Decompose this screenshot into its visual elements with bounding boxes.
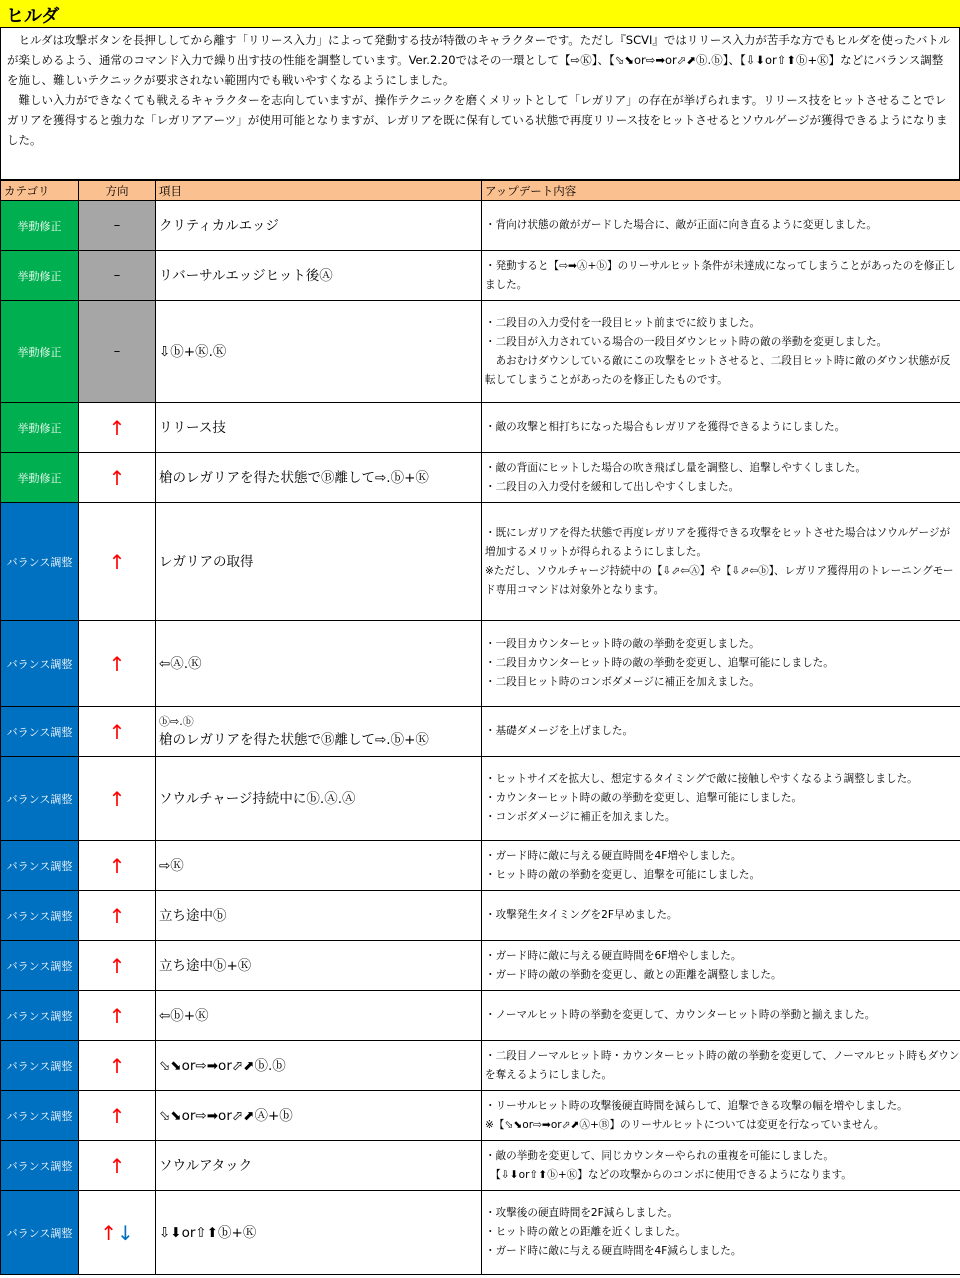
item-cell: ⇦Ⓐ.Ⓚ [156, 621, 482, 707]
table-row [1, 841, 960, 891]
arrow-up-icon: ↑ [108, 903, 126, 928]
title-bar [0, 0, 960, 28]
content-cell [482, 1191, 960, 1275]
content-line: ・ガード時の敵の挙動を変更し、敵との距離を調整しました。 [485, 968, 782, 981]
table-row [1, 707, 960, 757]
content-line: ・敵の背面にヒットした場合の吹き飛ばし量を調整し、追撃しやすくしました。 [485, 461, 867, 474]
arrow-down-icon: ↓ [117, 1220, 134, 1245]
item-cell: 槍のレガリアを得た状態でⒷ離して⇨.ⓑ+Ⓚ [156, 453, 482, 503]
table-header-row [1, 181, 960, 201]
category-cell: バランス調整 [1, 941, 79, 991]
content-cell [482, 251, 960, 301]
item-line: ⓑ⇨.ⓑ [159, 714, 194, 728]
item-cell: ⇩⬇or⇧⬆ⓑ+Ⓚ [156, 1191, 482, 1275]
content-cell [482, 891, 960, 941]
table-row [1, 301, 960, 403]
content-cell [482, 453, 960, 503]
content-line: ・ガード時に敵に与える硬直時間を4F減らしました。 [485, 1245, 742, 1257]
content-line: ※ただし、ソウルチャージ持続中の【⇩⬀⇦Ⓐ】や【⇩⬀⇦ⓑ】、レガリア獲得用のトレーニングモード専用コマンドは対象外となります。 [485, 564, 954, 596]
content-line: ・一段目カウンターヒット時の敵の挙動を変更しました。 [485, 638, 760, 650]
content-line: ・攻撃後の硬直時間を2F減らしました。 [485, 1207, 678, 1219]
direction-cell [79, 403, 156, 453]
content-cell [482, 201, 960, 251]
content-line: ・敵の攻撃と相打ちになった場合もレガリアを獲得できるようにしました。 [485, 421, 846, 433]
content-cell [482, 991, 960, 1041]
item-cell: ⬂⬊or⇨➡or⬀⬈ⓑ.ⓑ [156, 1041, 482, 1091]
content-line: 【⇩⬇or⇧⬆ⓑ+Ⓚ】などの攻撃からのコンボに使用できるようになります。 [485, 1168, 852, 1181]
category-cell: バランス調整 [1, 757, 79, 841]
arrow-up-icon: ↑ [108, 1003, 126, 1028]
content-line: ※【⬂⬊or⇨➡or⬀⬈Ⓐ+Ⓑ】のリーサルヒットについては変更を行なっていません。 [485, 1118, 885, 1131]
table-row [1, 621, 960, 707]
direction-cell [79, 453, 156, 503]
content-cell [482, 1141, 960, 1191]
category-cell: バランス調整 [1, 841, 79, 891]
content-line: ・二段目が入力されている場合の一段目ダウンヒット時の敵の挙動を変更しました。 [485, 335, 888, 348]
item-cell: ⇦ⓑ+Ⓚ [156, 991, 482, 1041]
direction-cell [79, 941, 156, 991]
arrow-up-icon: ↑ [108, 465, 126, 490]
category-cell: 挙動修正 [1, 251, 79, 301]
table-row [1, 1041, 960, 1091]
direction-cell [79, 503, 156, 621]
content-line: ・二段目ヒット時のコンボダメージに補正を加えました。 [485, 676, 760, 688]
content-cell [482, 941, 960, 991]
arrow-up-icon: ↑ [108, 786, 126, 811]
content-line: ・ヒットサイズを拡大し、想定するタイミングで敵に接触しやすくなるよう調整しました。 [485, 773, 918, 785]
table-row [1, 1141, 960, 1191]
content-cell [482, 403, 960, 453]
category-cell: 挙動修正 [1, 201, 79, 251]
table-row [1, 403, 960, 453]
category-cell: バランス調整 [1, 891, 79, 941]
arrow-up-icon: ↑ [108, 853, 126, 878]
item-cell: 立ち途中ⓑ [156, 891, 482, 941]
content-cell [482, 1041, 960, 1091]
content-cell [482, 757, 960, 841]
direction-cell [79, 1191, 156, 1275]
table-row [1, 1091, 960, 1141]
arrow-up-icon: ↑ [108, 953, 126, 978]
content-cell [482, 301, 960, 403]
direction-cell [79, 757, 156, 841]
content-line: ・基礎ダメージを上げました。 [485, 725, 634, 737]
category-cell: バランス調整 [1, 1141, 79, 1191]
arrow-up-icon: ↑ [108, 651, 126, 676]
direction-cell [79, 1141, 156, 1191]
table-row [1, 453, 960, 503]
item-cell: ⇨Ⓚ [156, 841, 482, 891]
item-cell: 立ち途中ⓑ+Ⓚ [156, 941, 482, 991]
content-cell [482, 841, 960, 891]
content-line: ・カウンターヒット時の敵の挙動を変更し、追撃可能にしました。 [485, 792, 803, 804]
category-cell: バランス調整 [1, 707, 79, 757]
intro-text [0, 28, 960, 180]
content-line: ・コンボダメージに補正を加えました。 [485, 811, 676, 823]
content-cell [482, 503, 960, 621]
category-cell: 挙動修正 [1, 403, 79, 453]
content-line: ・ヒット時の敵の挙動を変更し、追撃を可能にしました。 [485, 868, 761, 881]
content-line: ・発動すると【⇨➡Ⓐ+ⓑ】のリーサルヒット条件が未達成になってしまうことがあったのを修正しました。 [485, 259, 956, 291]
table-row [1, 1191, 960, 1275]
content-line: ・背向け状態の敵がガードした場合に、敵が正面に向き直るように変更しました。 [485, 219, 877, 231]
table-row [1, 201, 960, 251]
content-line: ・敵の挙動を変更して、同じカウンターやられの重複を可能にしました。 [485, 1149, 834, 1162]
direction-cell [79, 621, 156, 707]
category-cell: バランス調整 [1, 621, 79, 707]
header-item: 項目 [156, 181, 482, 201]
direction-cell [79, 1041, 156, 1091]
item-cell: リバーサルエッジヒット後Ⓐ [156, 251, 482, 301]
direction-cell: – [79, 251, 156, 301]
content-cell [482, 707, 960, 757]
content-cell [482, 1091, 960, 1141]
item-cell: ⇩ⓑ+Ⓚ.Ⓚ [156, 301, 482, 403]
content-line: ・攻撃発生タイミングを2F早めました。 [485, 909, 678, 921]
arrow-up-icon: ↑ [108, 1103, 126, 1128]
item-line: 槍のレガリアを得た状態でⒷ離して⇨.ⓑ+Ⓚ [159, 731, 429, 748]
direction-cell [79, 707, 156, 757]
arrow-up-icon: ↑ [108, 719, 126, 744]
item-cell: クリティカルエッジ [156, 201, 482, 251]
arrow-up-icon: ↑ [108, 1053, 126, 1078]
item-cell: リリース技 [156, 403, 482, 453]
category-cell: バランス調整 [1, 1041, 79, 1091]
direction-cell [79, 991, 156, 1041]
table-row [1, 991, 960, 1041]
content-cell [482, 621, 960, 707]
direction-cell: – [79, 301, 156, 403]
content-line: ・二段目の入力受付を緩和して出しやすくしました。 [485, 480, 740, 493]
item-cell: レガリアの取得 [156, 503, 482, 621]
content-line: あおむけダウンしている敵にこの攻撃をヒットさせると、二段目ヒット時に敵のダウン状態が反転してしまうことがあったのを修正したものです。 [485, 354, 951, 386]
arrow-up-icon: ↑ [108, 549, 126, 574]
arrow-up-icon: ↑ [108, 415, 126, 440]
header-direction: 方向 [79, 181, 156, 201]
content-line: ・ガード時に敵に与える硬直時間を4F増やしました。 [485, 849, 742, 862]
direction-cell [79, 841, 156, 891]
item-cell: ⬂⬊or⇨➡or⬀⬈Ⓐ+ⓑ [156, 1091, 482, 1141]
direction-cell [79, 1091, 156, 1141]
category-cell: 挙動修正 [1, 453, 79, 503]
table-row [1, 757, 960, 841]
item-cell: ソウルチャージ持続中にⓑ.Ⓐ.Ⓐ [156, 757, 482, 841]
header-category: カテゴリ [1, 181, 79, 201]
content-line: ・二段目の入力受付を一段目ヒット前までに絞りました。 [485, 316, 761, 329]
intro-paragraph: ヒルダは攻撃ボタンを長押ししてから離す「リリース入力」によって発動する技が特徴のキャラクターです。ただし『SCVI』ではリリース入力が苦手な方でもヒルダを使ったバトルが楽しめるよう、通常のコマンド入力で繰り出す技の性能を調整しています。Ver.2.20ではその一環として【⇨Ⓚ】、【⬂⬊or⇨➡or⬀⬈ⓑ.ⓑ】、【⇩⬇or⇧⬆ⓑ+Ⓚ】などにバランス調整を施し、難しいテクニックが要求されない範囲内でも戦いやすくなるようにしました。 [7, 33, 951, 87]
arrow-up-icon: ↑ [100, 1220, 117, 1245]
table-row [1, 891, 960, 941]
direction-cell [79, 891, 156, 941]
content-line: ・ヒット時の敵との距離を近くしました。 [485, 1226, 686, 1238]
content-line: ・二段目カウンターヒット時の敵の挙動を変更し、追撃可能にしました。 [485, 657, 834, 669]
item-cell [156, 707, 482, 757]
intro-paragraph: 難しい入力ができなくても戦えるキャラクターを志向していますが、操作テクニックを磨くメリットとして「レガリア」の存在が挙げられます。リリース技をヒットさせることでレガリアを獲得すると強力な「レガリアアーツ」が使用可能となりますが、レガリアを既に保有している状態で再度リリース技をヒットさせるとソウルゲージが獲得できるようになりました。 [7, 93, 948, 147]
content-line: ・二段目ノーマルヒット時・カウンターヒット時の敵の挙動を変更して、ノーマルヒット時もダウンを奪えるようにしました。 [485, 1049, 960, 1081]
direction-cell: – [79, 201, 156, 251]
table-row [1, 251, 960, 301]
content-line: ・ノーマルヒット時の挙動を変更して、カウンターヒット時の挙動と揃えました。 [485, 1009, 876, 1021]
item-cell: ソウルアタック [156, 1141, 482, 1191]
content-line: ・既にレガリアを得た状態で再度レガリアを獲得できる攻撃をヒットさせた場合はソウルゲージが増加するメリットが得られるようにしました。 [485, 526, 951, 558]
arrow-up-icon: ↑ [108, 1153, 126, 1178]
content-line: ・リーサルヒット時の攻撃後硬直時間を減らして、追撃できる攻撃の幅を増やしました。 [485, 1099, 908, 1112]
category-cell: バランス調整 [1, 991, 79, 1041]
update-table [0, 180, 960, 1275]
header-content: アップデート内容 [482, 181, 960, 201]
category-cell: 挙動修正 [1, 301, 79, 403]
category-cell: バランス調整 [1, 1091, 79, 1141]
category-cell: バランス調整 [1, 503, 79, 621]
category-cell: バランス調整 [1, 1191, 79, 1275]
table-row [1, 503, 960, 621]
table-row [1, 941, 960, 991]
page-title: ヒルダ [6, 6, 60, 27]
content-line: ・ガード時に敵に与える硬直時間を6F増やしました。 [485, 949, 742, 962]
